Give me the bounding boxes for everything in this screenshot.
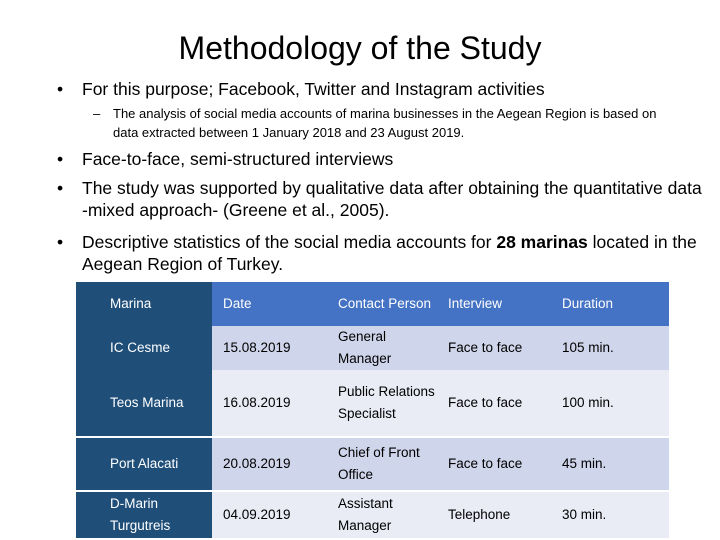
bullet-dot-icon: •: [57, 79, 64, 99]
cell-date: 04.09.2019: [212, 492, 338, 538]
bullet-dot-icon: •: [57, 149, 64, 169]
table-row: [76, 492, 669, 538]
bullet-dot-icon: •: [57, 232, 64, 252]
dash-icon: –: [93, 106, 101, 121]
header-duration: Duration: [548, 282, 669, 326]
table-row: [76, 326, 669, 370]
header-marina: Marina: [76, 282, 212, 326]
cell-marina: Port Alacati: [76, 438, 212, 490]
bullet-2: [57, 148, 702, 170]
bullet-4-text-bold: 28 marinas: [496, 232, 588, 252]
interview-table: [76, 282, 669, 538]
bullet-4: [57, 231, 707, 275]
cell-contact-person: General Manager: [338, 326, 436, 370]
bullet-4-text-before: Descriptive statistics of the social media accounts for: [82, 232, 497, 252]
bullet-dot-icon: •: [57, 178, 64, 198]
header-date: Date: [212, 282, 338, 326]
header-contact-person: Contact Person: [338, 282, 436, 326]
sub-bullet-1-text: The analysis of social media accounts of marina businesses in the Aegean Region is based on data extracted between 1 January 2018 and 23 August 2019.: [113, 106, 657, 140]
cell-date: 15.08.2019: [212, 326, 338, 370]
sub-bullet-1: [93, 104, 673, 142]
header-interview: Interview: [436, 282, 548, 326]
bullet-3: [57, 177, 702, 221]
bullet-2-text: Face-to-face, semi-structured interviews: [82, 149, 394, 169]
cell-contact-person: Assistant Manager: [338, 492, 436, 538]
table-header-row: [76, 282, 669, 326]
cell-contact-person: Chief of Front Office: [338, 438, 436, 490]
cell-date: 16.08.2019: [212, 370, 338, 436]
bullet-1: [57, 78, 702, 100]
cell-marina: D-Marin Turgutreis: [76, 492, 212, 538]
bullet-4-text-after: located in the Aegean Region of Turkey.: [82, 232, 697, 274]
table-row: [76, 370, 669, 436]
cell-interview: Telephone: [436, 492, 548, 538]
cell-marina: IC Cesme: [76, 326, 212, 370]
cell-interview: Face to face: [436, 438, 548, 490]
cell-interview: Face to face: [436, 370, 548, 436]
page-title: Methodology of the Study: [178, 30, 542, 66]
bullet-3-text: The study was supported by qualitative data after obtaining the quantitative data -mixed approach- (Greene et al., 2005).: [82, 178, 702, 220]
cell-duration: 30 min.: [548, 492, 669, 538]
table-row: [76, 438, 669, 490]
cell-duration: 105 min.: [548, 326, 669, 370]
cell-date: 20.08.2019: [212, 438, 338, 490]
cell-interview: Face to face: [436, 326, 548, 370]
bullet-1-text: For this purpose; Facebook, Twitter and Instagram activities: [82, 79, 545, 99]
cell-duration: 45 min.: [548, 438, 669, 490]
cell-marina: Teos Marina: [76, 370, 212, 436]
cell-contact-person: Public Relations Specialist: [338, 370, 436, 436]
cell-duration: 100 min.: [548, 370, 669, 436]
